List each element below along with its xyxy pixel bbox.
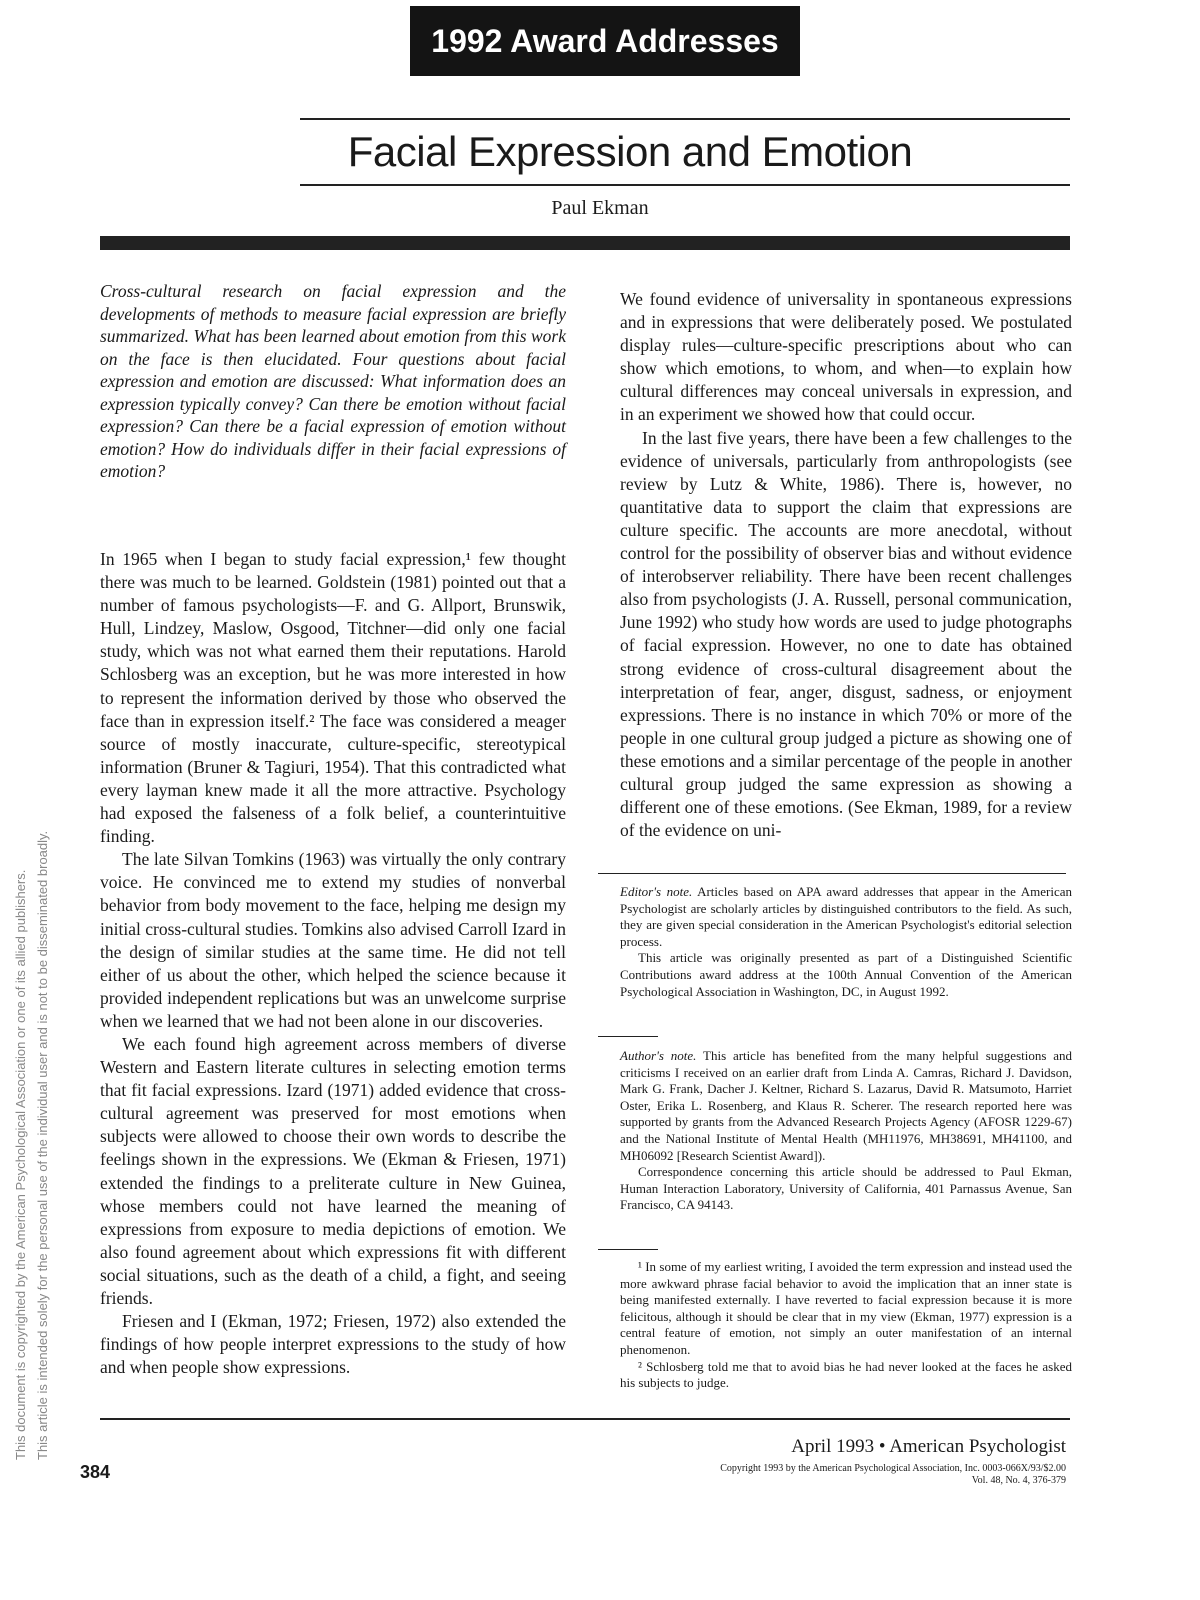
footnote-rule <box>598 1249 658 1250</box>
paragraph: We each found high agreement across members of diverse Western and Eastern literate cultures in selecting emotion terms that fit facial expressions. Izard (1971) added evidence that cross-cultural agreement was preserved for most emotions when subjects were allowed to choose their own words to describe the feelings shown in the expressions. We (Ekman & Friesen, 1971) extended the findings to a preliterate culture in New Guinea, whose members could not have learned the meaning of expressions from exposure to media depictions of emotion. We also found agreement about which expressions fit with different social situations, such as the death of a child, a fight, and seeing friends. <box>100 1033 566 1308</box>
author-note-rule <box>598 1036 658 1037</box>
copyright-watermark <box>10 200 70 1460</box>
footnote: ² Schlosberg told me that to avoid bias he had never looked at the faces he asked his subjects to judge. <box>620 1358 1072 1391</box>
title-bottom-rule <box>300 184 1070 186</box>
abstract <box>100 280 566 483</box>
body-column-right <box>620 288 1072 842</box>
author-note <box>620 1048 1072 1214</box>
section-banner: 1992 Award Addresses <box>410 6 800 76</box>
paragraph: In the last five years, there have been a few challenges to the evidence of universals, particularly from anthropologists (see review by Lutz & White, 1986). There is, however, no quantitative data to support the claim that expressions are culture specific. The accounts are more anecdotal, without control for the possibility of observer bias and without evidence of interobserver reliability. There have been recent challenges also from psychologists (J. A. Russell, personal communication, June 1992) who study how words are used to judge photographs of facial expression. However, no one to date has obtained strong evidence of cross-cultural disagreement about the interpretation of fear, anger, disgust, sadness, or enjoyment expressions. There is no instance in which 70% or more of the people in one cultural group judged a picture as showing one of these emotions and a similar percentage of the people in another cultural group judged the same expression as showing a different one of these emotions. (See Ekman, 1989, for a review of the evidence on uni- <box>620 427 1072 841</box>
watermark-line-1: This document is copyrighted by the American Psychological Association or one of its allied publishers. <box>13 869 28 1460</box>
footer-rule <box>100 1418 1070 1420</box>
body-column-left <box>100 548 566 1379</box>
copyright-notice <box>560 1463 1066 1487</box>
abstract-text: Cross-cultural research on facial expression and the developments of methods to measure facial expression are briefly summarized. What has been learned about emotion from this work on the face is then elucidated. Four questions about facial expression and emotion are discussed: What information does an expression typically convey? Can there be emotion without facial expression? Can there be a facial expression of emotion without emotion? How do individuals differ in their facial expressions of emotion? <box>100 281 566 481</box>
watermark-line-2: This article is intended solely for the personal use of the individual user and is not to be disseminated broadly. <box>35 830 50 1460</box>
editor-note-text-2: This article was originally presented as part of a Distinguished Scientific Contributions award address at the 100th Annual Convention of the American Psychological Association in Washington, DC, in August 1992. <box>620 950 1072 999</box>
article-title: Facial Expression and Emotion <box>347 128 913 175</box>
author-note-text-2: Correspondence concerning this article should be addressed to Paul Ekman, Human Interaction Laboratory, University of California, 401 Parnassus Avenue, San Francisco, CA 94143. <box>620 1164 1072 1213</box>
footnotes <box>620 1259 1072 1392</box>
header-thick-rule <box>100 236 1070 250</box>
editor-note-label: Editor's note. <box>620 884 693 899</box>
copyright-line-1: Copyright 1993 by the American Psychological Association, Inc. 0003-066X/93/$2.00 <box>720 1463 1066 1474</box>
copyright-line-2: Vol. 48, No. 4, 376-379 <box>971 1475 1066 1486</box>
footnote: ¹ In some of my earliest writing, I avoided the term expression and instead used the more awkward phrase facial behavior to avoid the implication that an inner state is being manifested externally. I have reverted to facial expression because it is more felicitous, although it should be clear that in my view (Ekman, 1977) expression is a central feature of emotion, not simply an outer manifestation of an internal phenomenon. <box>620 1259 1072 1357</box>
paragraph: The late Silvan Tomkins (1963) was virtually the only contrary voice. He convinced me to extend my studies of nonverbal behavior from body movement to the face, helping me design my initial cross-cultural studies. Tomkins also advised Carroll Izard in the design of similar studies at the same time. He did not tell either of us about the other, which helped the science because it provided independent replications but was an unwelcome surprise when we learned that we had not been alone in our discoveries. <box>100 849 566 1031</box>
editor-note-text: Articles based on APA award addresses that appear in the American Psychologist are scholarly articles by distinguished contributors to the field. As such, they are given special consideration in the American Psychologist's editorial selection process. <box>620 884 1072 949</box>
page-number: 384 <box>80 1462 111 1482</box>
paragraph: Friesen and I (Ekman, 1972; Friesen, 1972) also extended the findings of how people interpret expressions to the study of how and when people show expressions. <box>100 1311 566 1378</box>
title-top-rule <box>300 118 1070 120</box>
author-note-text: This article has benefited from the many helpful suggestions and criticisms I received on an earlier draft from Linda A. Camras, Richard J. Davidson, Mark G. Frank, Dacher J. Keltner, Richard S. Lazarus, David R. Matsumoto, Harriet Oster, Erika L. Rosenberg, and Klaus R. Scherer. The research reported here was supported by grants from the Advanced Research Projects Agency (AFOSR 1229-67) and the National Institute of Mental Health (MH11976, MH38691, MH41100, and MH06092 [Research Scientist Award]). <box>620 1048 1073 1163</box>
journal-issue: April 1993 • American Psychologist <box>791 1436 1066 1457</box>
paragraph: We found evidence of universality in spontaneous expressions and in expressions that were deliberately posed. We postulated display rules—culture-specific prescriptions about who can show which emotions, to whom, and when—to explain how cultural differences may conceal universals in expression, and in an experiment we showed how that could occur. <box>620 289 1072 425</box>
notes-rule <box>598 873 1066 874</box>
author-note-label: Author's note. <box>620 1048 697 1063</box>
editor-note <box>620 884 1072 1000</box>
article-author: Paul Ekman <box>551 197 649 219</box>
paragraph: In 1965 when I began to study facial expression,¹ few thought there was much to be learned. Goldstein (1981) pointed out that a number of famous psychologists—F. and G. Allport, Brunswik, Hull, Lindzey, Maslow, Osgood, Titchner—did only one facial study, which was not what earned them their reputations. Harold Schlosberg was an exception, but he was more interested in how to represent the information derived by those who observed the face than in expression itself.² The face was considered a meager source of mostly inaccurate, culture-specific, stereotypical information (Bruner & Tagiuri, 1954). That this contradicted what every layman knew made it all the more attractive. Psychology had exposed the falseness of a folk belief, a counterintuitive finding. <box>100 549 566 847</box>
